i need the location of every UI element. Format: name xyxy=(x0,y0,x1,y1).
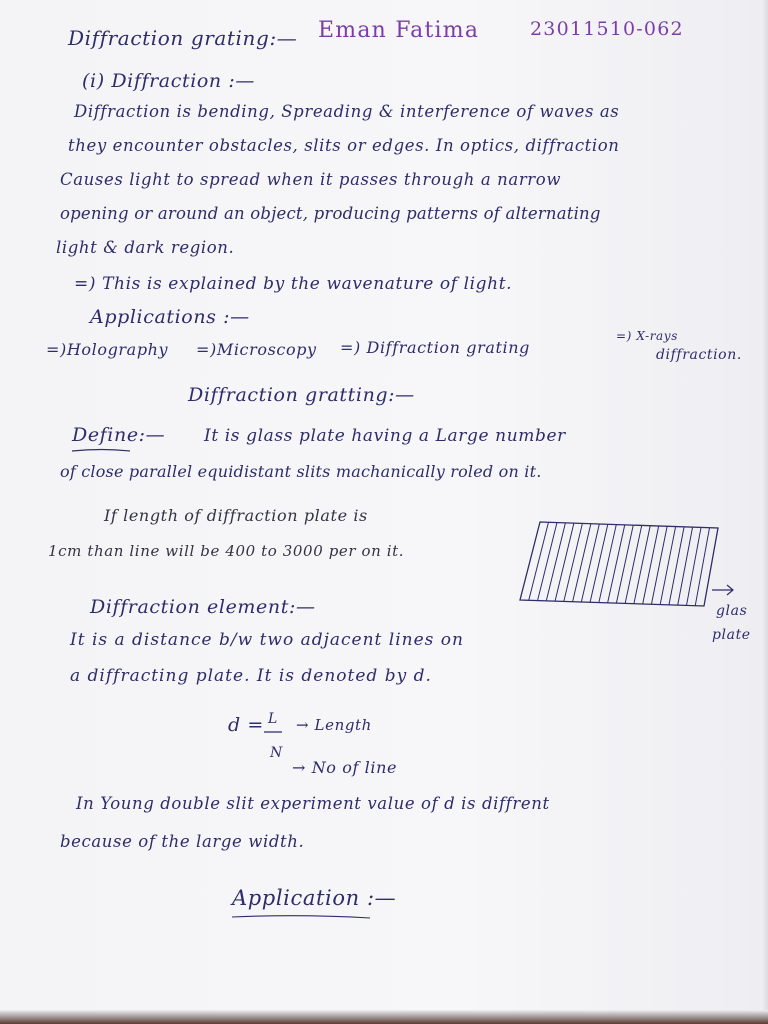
formula-no-of-line: → No of line xyxy=(292,758,398,777)
table-edge xyxy=(0,1010,768,1024)
grating-slit-line xyxy=(538,523,557,601)
formula-numerator: L xyxy=(268,711,278,727)
define-label: Define:— xyxy=(72,424,166,446)
diffraction-line-2: they encounter obstacles, slits or edges. In optics, diffraction xyxy=(68,136,620,155)
diffraction-line-1: Diffraction is bending, Spreading & interference of waves as xyxy=(74,102,620,121)
ydse-line-1: In Young double slit experiment value of d is diffrent xyxy=(76,794,550,813)
length-line-1: If length of diffraction plate is xyxy=(104,506,368,525)
application-underline xyxy=(232,914,372,920)
grating-slit-line xyxy=(695,528,709,606)
grating-slit-line xyxy=(555,523,574,601)
formula-d: d = xyxy=(228,714,264,736)
glass-label: glas xyxy=(716,603,748,619)
define-line-2: of close parallel equidistant slits machanically roled on it. xyxy=(60,462,542,481)
application-diffraction-grating: =) Diffraction grating xyxy=(340,338,530,357)
grating-slit-line xyxy=(678,527,693,605)
application-xrays: =) X-rays xyxy=(616,329,678,343)
element-heading: Diffraction element:— xyxy=(90,596,316,618)
grating-heading: Diffraction gratting:— xyxy=(188,384,415,406)
page-edge-shadow xyxy=(762,0,768,1024)
length-line-2: 1cm than line will be 400 to 3000 per on it. xyxy=(48,542,405,560)
glass-plate-arrow xyxy=(710,582,740,598)
grating-slit-line xyxy=(599,525,616,603)
roll-number: 23011510-062 xyxy=(530,18,684,40)
diffraction-line-3: Causes light to spread when it passes through a narrow xyxy=(60,170,562,189)
diffraction-line-4: opening or around an object, producing patterns of alternating xyxy=(60,204,601,223)
page-title: Diffraction grating:— xyxy=(68,26,298,50)
define-underline xyxy=(72,448,132,454)
grating-slit-line xyxy=(581,524,599,602)
diffraction-heading: (i) Diffraction :— xyxy=(82,70,255,92)
grating-slit-line xyxy=(564,523,583,601)
grating-slit-line xyxy=(590,524,608,602)
grating-slit-line xyxy=(625,525,642,603)
diffraction-line-5: light & dark region. xyxy=(56,238,235,257)
wave-nature-note: =) This is explained by the wavenature of light. xyxy=(74,274,513,294)
grating-slit-line xyxy=(546,523,565,601)
grating-slit-line xyxy=(660,527,675,605)
plate-label: plate xyxy=(712,627,751,643)
grating-slit-lines xyxy=(529,522,710,605)
grating-plate-figure xyxy=(518,514,728,610)
applications-heading: Applications :— xyxy=(90,306,250,328)
grating-slit-line xyxy=(686,527,701,605)
formula-fraction-bar xyxy=(264,730,284,734)
grating-slit-line xyxy=(669,527,684,605)
element-line-1: It is a distance b/w two adjacent lines on xyxy=(70,630,464,650)
grating-slit-line xyxy=(634,526,650,604)
ydse-line-2: because of the large width. xyxy=(60,832,305,851)
formula-denominator: N xyxy=(270,745,283,761)
grating-slit-line xyxy=(529,522,549,600)
author-name: Eman Fatima xyxy=(318,18,480,43)
grating-slit-line xyxy=(616,525,633,603)
application-holography: =)Holography xyxy=(46,340,169,359)
grating-slit-line xyxy=(643,526,659,604)
grating-slit-line xyxy=(651,526,667,604)
application-xrays-sub: diffraction. xyxy=(656,347,742,363)
define-line-1: It is glass plate having a Large number xyxy=(204,426,566,446)
element-line-2: a diffracting plate. It is denoted by d. xyxy=(70,666,432,686)
formula-length: → Length xyxy=(296,716,372,734)
application-microscopy: =)Microscopy xyxy=(196,340,317,359)
grating-slit-line xyxy=(608,525,625,603)
application-heading: Application :— xyxy=(232,886,397,910)
grating-slit-line xyxy=(573,524,591,602)
